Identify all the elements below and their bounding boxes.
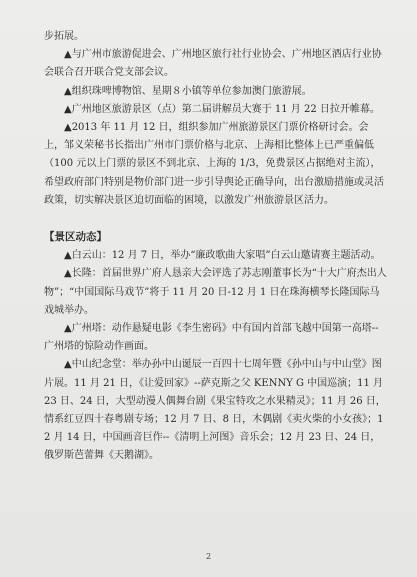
paragraph: ▲白云山：12 月 7 日，举办“廉政歌曲大家唱”白云山邀请赛主题活动。 [64, 250, 381, 262]
paragraph: ▲广州地区旅游景区（点）第二届讲解员大赛于 11 月 22 日拉开帷幕。 [64, 103, 380, 115]
paragraph: ▲2013 年 11 月 12 日，组织参加广州旅游景区门票价格研讨会。会上，邹义荣秘书长指出广州市门票价格与北京、上海相比整体上已严重偏低（100 元以上门票的景区不到北京、上海的 1/3，免费景区占据绝对主流），希望政府部门特别是物价部门进一步引导舆论正确导向，出台激励措施或灵活政策，切实解决景区迫切面临的困境，以激发广州旅游景区活力。 [44, 122, 384, 206]
page-number: 2 [205, 552, 212, 561]
paragraph: ▲广州塔：动作悬疑电影《李生密码》中有国内首部飞越中国第一高塔--广州塔的惊险动作画面。 [44, 323, 379, 353]
section-title: 【景区动态】 [44, 231, 107, 244]
section-scenic-news [44, 228, 387, 466]
paragraph: ▲长隆：首届世界广府人恳亲大会评选了苏志刚董事长为“十大广府杰出人物”；“中国国际马戏节”将于 11 月 20 日-12 月 1 日在珠海横琴长隆国际马戏城举办。 [44, 268, 387, 316]
paragraph: ▲中山纪念堂：举办孙中山诞辰一百四十七周年暨《孙中山与中山堂》图片展。11 月 21 日，《让爱回家》--萨克斯之父 KENNY G 中国巡演；11 月 23 日、24 日，大型动漫人偶舞台剧《果宝特攻之水果精灵》；11 月 26 日，情系红豆四十春粤剧专场；12 月 7 日、8 日，木偶剧《卖火柴的小女孩》；12 月 14 日，中国画音巨作--《清明上河图》音乐会；12 月 23 日、24 日，俄罗斯芭蕾舞《天鹅湖》。 [44, 359, 387, 462]
section-association-news [44, 28, 387, 210]
paragraph: ▲与广州市旅游促进会、广州地区旅行社行业协会、广州地区酒店行业协会联合召开联合党支部会议。 [44, 49, 382, 79]
spacer [44, 210, 387, 228]
paragraph: ▲组织珠啤博物馆、星期８小镇等单位参加澳门旅游展。 [64, 85, 312, 97]
paragraph: 步拓展。 [44, 31, 84, 42]
